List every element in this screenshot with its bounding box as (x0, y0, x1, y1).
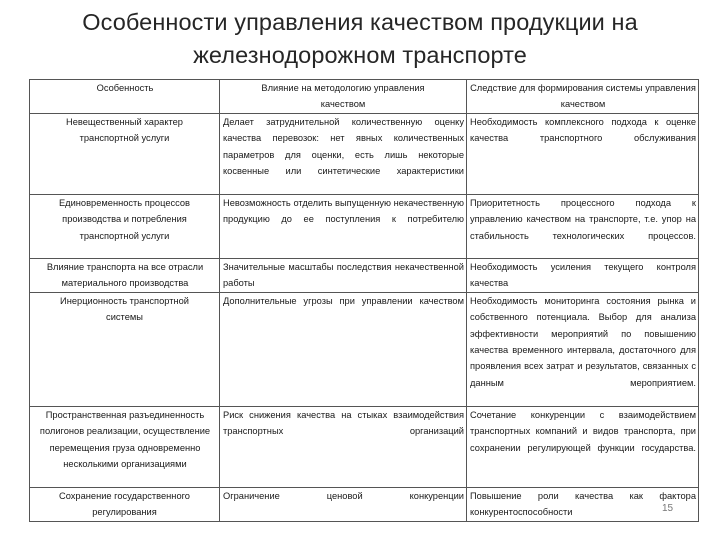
row-influence: Ограничение ценовой конкуренции (220, 487, 467, 521)
row-feature: Инерционность транспортной системы (30, 292, 220, 406)
row-consequence: Необходимость усиления текущего контроля качества (467, 258, 699, 292)
header-consequence: Следствие для формирования системы управления качеством (467, 80, 699, 114)
table-row (30, 487, 699, 521)
slide-title (40, 6, 680, 72)
table-row (30, 194, 699, 258)
header-feature: Особенность (30, 80, 220, 114)
row-consequence: Приоритетность процессного подхода к управлению качеством на транспорте, т.е. упор на стабильность технологических процессов. (467, 194, 699, 258)
row-feature: Сохранение государственного регулирования (30, 487, 220, 521)
table-row (30, 292, 699, 406)
row-feature: Пространственная разъединенность полигонов реализации, осуществление перемещения груза одновременно несколькими организациями (30, 406, 220, 487)
row-feature: Единовременность процессов производства и потребления транспортной услуги (30, 194, 220, 258)
row-consequence: Необходимость мониторинга состояния рынка и собственного потенциала. Выбор для анализа эффективности мероприятий по повышению качества временного интервала, достаточного для проявления всех затрат и результатов, связанных с данным мероприятием. (467, 292, 699, 406)
row-feature: Невещественный характер транспортной услуги (30, 113, 220, 194)
table-row (30, 258, 699, 292)
page-number: 15 (662, 503, 674, 514)
row-influence: Риск снижения качества на стыках взаимодействия транспортных организаций (220, 406, 467, 487)
header-influence: Влияние на методологию управления качеством (220, 80, 467, 114)
table-row (30, 113, 699, 194)
row-influence: Делает затруднительной количественную оценку качества перевозок: нет явных количественных параметров для оценки, есть лишь некоторые косвенные или синтетические характеристики (220, 113, 467, 194)
row-influence: Значительные масштабы последствия некачественной работы (220, 258, 467, 292)
row-consequence: Сочетание конкуренции с взаимодействием транспортных компаний и видов транспорта, при сохранении регулирующей функции государства. (467, 406, 699, 487)
row-consequence: Необходимость комплексного подхода к оценке качества транспортного обслуживания (467, 113, 699, 194)
slide-title-line-1: Особенности управления качеством продукции на (82, 9, 638, 35)
table-header-row (30, 80, 699, 114)
row-influence: Невозможность отделить выпущенную некачественную продукцию до ее поступления к потребителю (220, 194, 467, 258)
row-feature: Влияние транспорта на все отрасли материального производства (30, 258, 220, 292)
row-influence: Дополнительные угрозы при управлении качеством (220, 292, 467, 406)
slide-title-line-2: железнодорожном транспорте (193, 42, 527, 68)
table-row (30, 406, 699, 487)
features-table (29, 79, 699, 522)
row-consequence: Повышение роли качества как фактора конкурентоспособности (467, 487, 699, 521)
